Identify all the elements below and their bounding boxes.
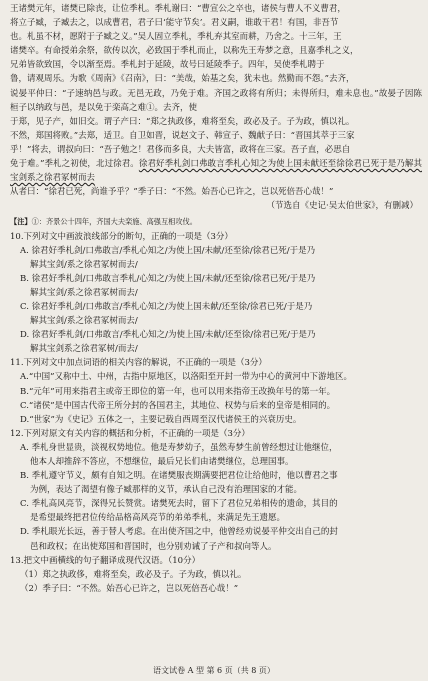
option-b-cont: 解其宝剑/系之徐君冢树而去/ bbox=[30, 287, 138, 298]
option-c[interactable]: C.“诸侯”是中国古代帝王所分封的各国君主，其地位、权势与后来的皇帝是相同的。 bbox=[20, 400, 336, 411]
translate-sentence-1: （1）郑之执政侈，难将至矣，政必及子。子为政，慎以礼。 bbox=[20, 569, 247, 580]
question-stem: 13.把文中画横线的句子翻译成现代汉语。（10分） bbox=[10, 555, 201, 566]
passage-line: 兄弟皆欲致国，令以渐至焉。季札封于延陵，故号曰延陵季子。四年，吴使季札聘于 bbox=[10, 60, 325, 71]
passage-line: 王诸樊元年，诸樊已除丧，让位季札。季札谢曰：“曹宣公之卒也，诸侯与曹人不义曹君， bbox=[10, 4, 346, 14]
option-a-cont: 解其宝剑/系之徐君冢树而去/ bbox=[30, 259, 138, 270]
option-a[interactable]: A. 徐君好季札剑/口弗敢言/季札心知之/为使上国/未献/还至徐/徐君已死/于是乃 bbox=[20, 245, 316, 256]
question-stem: 11.下列对文中加点词语的相关内容的解说，不正确的一项是（3分） bbox=[10, 358, 267, 369]
passage-line: 将立子臧，子臧去之，以成曹君，君子曰‘能守节矣’。君义嗣，谁敢干君！有国，非吾节 bbox=[10, 18, 339, 29]
passage-line: 乎！”将去，谓叔向曰：“吾子勉之！君侈而多良，大夫皆富，政将在三家。吾子直，必思自 bbox=[10, 144, 351, 155]
option-d-cont: 解其宝剑系之徐君冢树/而去/ bbox=[30, 344, 138, 355]
option-c-cont: 解其宝剑/系之徐君冢树而去/ bbox=[30, 316, 138, 327]
option-d[interactable]: D. 季札眼光长远，善于替人考虑。在出使齐国之中，他曾经劝说晏平仲交出自己的封 bbox=[20, 527, 338, 538]
passage-line: 鲁，请观周乐。为歌《周南》《召南》，曰：“美哉，始基之矣，犹未也。然勤而不怨。”去齐， bbox=[10, 74, 355, 85]
question-13 bbox=[10, 554, 422, 596]
passage-line: 说晏平仲曰：“子速纳邑与政。无邑无政，乃免于难。齐国之政将有所归；未得所归，难未息也。”故晏子因陈桓子以纳政与邑，是以免于栾高之难①。去齐，使 bbox=[10, 88, 422, 113]
passage bbox=[10, 2, 422, 213]
option-b[interactable]: B. 徐君好季札剑/口弗敢言季札/心知之/为使上国/未献/还至徐/徐君已死/于是乃 bbox=[20, 273, 316, 284]
passage-text: 免于难。”季札之初使，北过徐君。 bbox=[10, 159, 139, 170]
option-d-cont: 邑和政权；在出使郑国和晋国时，也分别劝诫了子产和叔向等人。 bbox=[30, 541, 277, 552]
passage-line: 诸樊卒。有命授弟余祭，欲传以次，必致国于季札而止，以称先王寿梦之意，且嘉季札之义， bbox=[10, 46, 359, 57]
passage-line: 于郑，见子产，如旧交。谓子产曰：“郑之执政侈，难将至矣，政必及子。子为政，慎以礼。 bbox=[10, 116, 355, 127]
question-10 bbox=[10, 230, 422, 357]
option-a[interactable]: A.“中国”又称中土、中州，古指中原地区，以洛阳至开封一带为中心的黄河中下游地区。 bbox=[20, 372, 353, 383]
option-a[interactable]: A. 季札身世显贵，淡视权势地位。他是寿梦幼子，虽然寿梦生前曾经想过让他继位， bbox=[20, 442, 338, 453]
question-11 bbox=[10, 356, 422, 426]
page-footer: 语文试卷 A 型 第 6 页（共 8 页） bbox=[153, 665, 275, 675]
option-c[interactable]: C. 徐君好季札剑/口弗敢言/季札心知之/为使上国未献/还至徐/徐君已死/于是乃 bbox=[20, 301, 313, 312]
option-d[interactable]: D.“世家”为《史记》五体之一，主要记载自西周至汉代诸侯王的兴衰历史。 bbox=[20, 414, 302, 425]
question-12 bbox=[10, 427, 422, 554]
option-c-cont: 是希望最终把君位传给品格高风亮节的弟弟季札，来满足先王遗愿。 bbox=[30, 513, 286, 524]
option-b[interactable]: B. 季札遵守节义，颇有自知之明。在诸樊服丧期满要把君位让给他时，他以曹君之事 bbox=[20, 471, 338, 482]
footnote bbox=[10, 215, 422, 229]
passage-source: （节选自《史记·吴太伯世家》，有删减） bbox=[266, 201, 418, 212]
question-stem: 12.下列对原文有关内容的概括和分析，不正确的一项是（3分） bbox=[10, 428, 250, 439]
passage-line: 不然，郑国将败。”去郑，适卫。自卫如晋，说赵文子、韩宣子、魏献子曰：“晋国其萃于三家 bbox=[10, 130, 355, 141]
translate-sentence-2: （2）季子曰：“不然。始吾心已许之，岂以死倍吾心哉！” bbox=[20, 583, 239, 594]
wavy-underlined-passage: 徐君好季札剑口弗敢言季札心知之为使上国未献还至徐徐君已死于是乃解其宝剑系之徐君冢树而去 bbox=[10, 159, 422, 184]
option-a-cont: 他本人却推辞不答应，不想继位，最后兄长们由诸樊继位，总理国事。 bbox=[30, 457, 294, 467]
footnote-text: ①：齐景公十四年，齐国大夫栾施、高强互相攻伐。 bbox=[31, 217, 197, 227]
question-stem: 10.下列对文中画波浪线部分的断句，正确的一项是（3分） bbox=[10, 231, 233, 242]
passage-line: 也。札虽不材，愿附于子臧之义。”吴人固立季札，季札弃其室而耕，乃舍之。十三年，王 bbox=[10, 32, 342, 43]
passage-line bbox=[10, 157, 422, 185]
option-c[interactable]: C. 季札高风亮节，深得兄长赞赏。诸樊死去时，留下了君位兄弟相传的遗命，其目的 bbox=[20, 499, 338, 510]
option-d[interactable]: D. 徐君好季札剑/口弗敢言/季札心知之/为使上国/未献/还至徐/徐君已死/于是乃 bbox=[20, 330, 316, 341]
option-b[interactable]: B.“元年”可用来指君主或帝王即位的第一年，也可以用来指帝王改换年号的第一年。 bbox=[20, 386, 336, 397]
option-b-cont: 为例，表达了渴望有像子臧那样的义节，承认自己没有治理国家的才能。 bbox=[30, 485, 303, 496]
footnote-label: 【注】 bbox=[10, 217, 32, 227]
passage-line: 从者曰：“徐君已死，尚谁予乎？”季子曰：“不然。始吾心已许之，岂以死倍吾心哉！” bbox=[10, 187, 334, 198]
